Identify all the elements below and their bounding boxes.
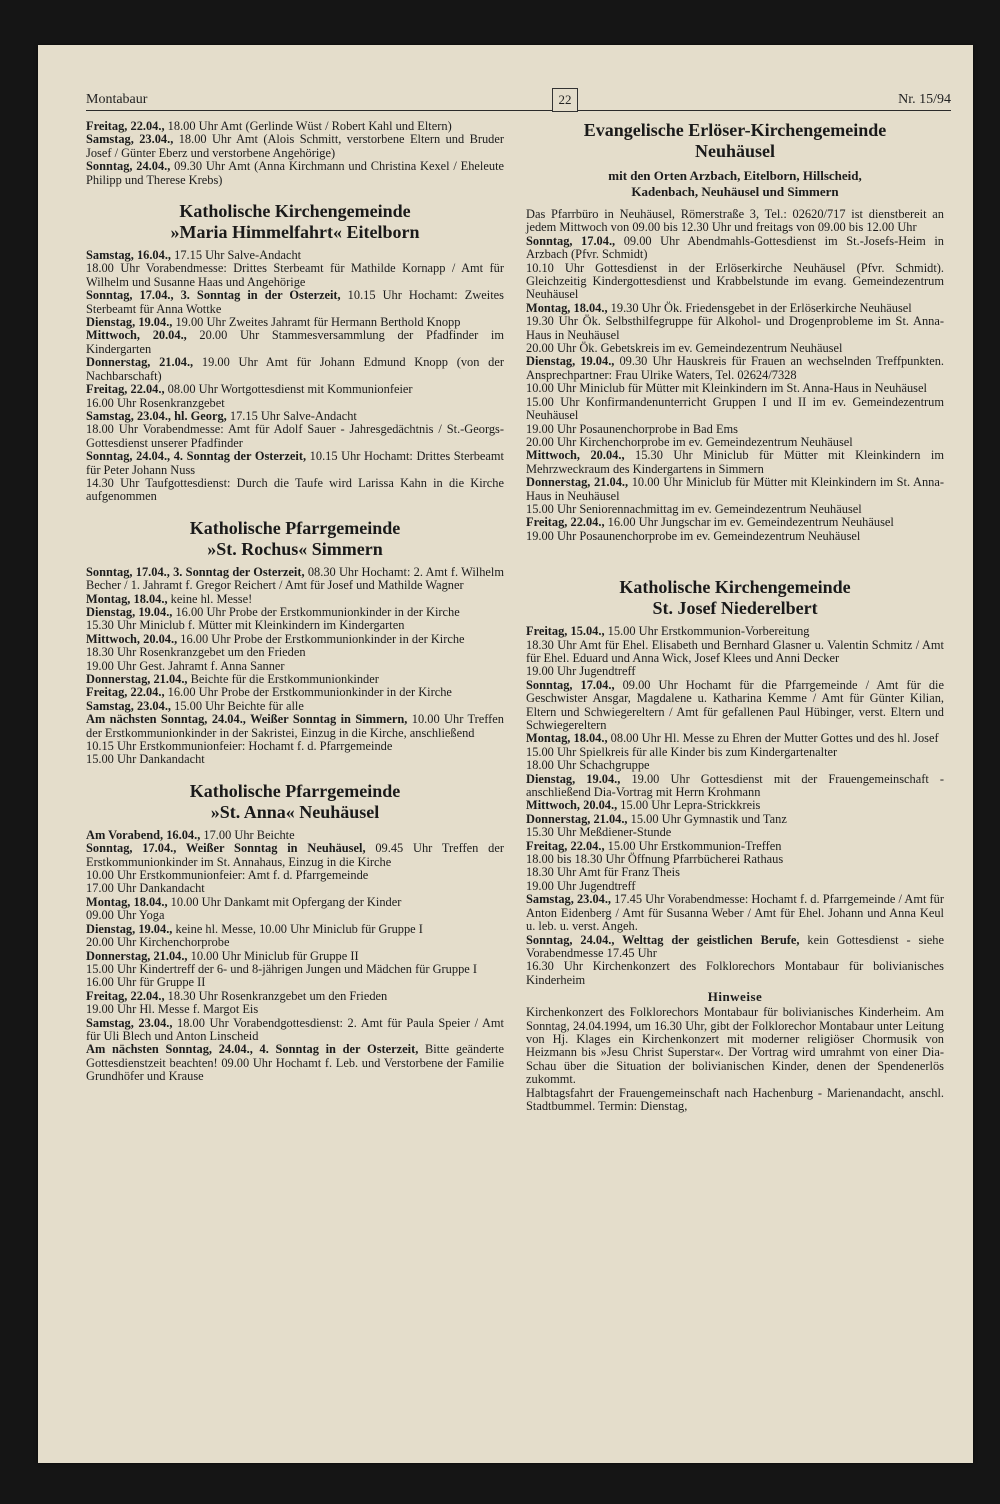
spacer (526, 543, 944, 563)
schedule-entry (526, 355, 944, 382)
schedule-entry (86, 1017, 504, 1044)
entry-text: 18.00 Uhr Vorabendmesse: Drittes Sterbeamt für Mathilde Kornapp / Amt für Wilhelm und Susanne Haas und Angehörige (86, 261, 504, 289)
schedule-entry (526, 530, 944, 543)
entry-day: Samstag, 16.04., (86, 248, 172, 263)
schedule-entry (86, 593, 504, 606)
schedule-entry (526, 436, 944, 449)
schedule-entry (526, 503, 944, 516)
schedule-entry (86, 936, 504, 949)
schedule-entry (86, 262, 504, 289)
schedule-entry (526, 449, 944, 476)
schedule-entry (526, 840, 944, 853)
entry-day: Am nächsten Sonntag, 24.04., 4. Sonntag in der Osterzeit, (86, 1042, 419, 1057)
schedule-entry (86, 450, 504, 477)
entry-text: 20.00 Uhr Ök. Gebetskreis im ev. Gemeindezentrum Neuhäusel (526, 341, 843, 356)
schedule-entry (526, 302, 944, 315)
hinweise-heading: Hinweise (707, 989, 763, 1005)
schedule-entry (86, 249, 504, 262)
entry-text: 18.30 Uhr Amt für Ehel. Elisabeth und Bernhard Glasner u. Valentin Schmitz / Amt für Ehel. Eduard und Anna Wick, Josef Klees und Anni Decker (526, 637, 944, 665)
entry-day: Mittwoch, 20.04., (526, 798, 618, 813)
section-title-eitelborn: Katholische Kirchengemeinde »Maria Himmelfahrt« Eitelborn (170, 201, 420, 243)
entry-text: 15.00 Uhr Gymnastik und Tanz (627, 811, 787, 826)
entry-day: Dienstag, 19.04., (86, 315, 173, 330)
entry-day: Mittwoch, 20.04., (86, 631, 178, 646)
entry-day: Freitag, 22.04., (86, 988, 165, 1003)
schedule-entry (526, 382, 944, 395)
entry-text: 18.30 Uhr Rosenkranzgebet um den Frieden (86, 645, 306, 660)
entry-day: Freitag, 22.04., (526, 838, 605, 853)
entry-text: 09.00 Uhr Abendmahls-Gottesdienst im St.-Josefs-Heim in Arzbach (Pfvr. Schmidt) (526, 233, 944, 262)
schedule-entry (526, 1006, 944, 1086)
header-town: Montabaur (86, 92, 148, 107)
entry-text: keine hl. Messe, 10.00 Uhr Miniclub für Gruppe I (172, 921, 423, 936)
schedule-entry (526, 342, 944, 355)
schedule-entry (526, 746, 944, 759)
entry-text: 09.30 Uhr Amt (Anna Kirchmann und Christina Kexel / Eheleute Philipp und Therese Krebs) (86, 159, 505, 187)
entry-day: Samstag, 23.04., (86, 132, 174, 147)
entry-text: 15.00 Uhr Kindertreff der 6- und 8-jährigen Jungen und Mädchen für Gruppe I (86, 961, 477, 976)
entry-text: 09.45 Uhr Treffen der Erstkommunionkinder im St. Annahaus, Einzug in die Kirche (86, 841, 504, 869)
entry-text: 09.00 Uhr Hochamt für die Pfarrgemeinde / Amt für die Geschwister Ansgar, Magdalene u. Katharina Kemme / Amt für Günter Kilian, Eltern und Schwiegereltern / Amt für gefallenen Paul Hübinger, verst. Eltern und Schwiegereltern (526, 677, 944, 732)
entry-text: 15.00 Uhr Spielkreis für alle Kinder bis zum Kindergartenalter (526, 744, 838, 759)
entry-text: 19.00 Uhr Gest. Jahramt f. Anna Sanner (86, 658, 285, 673)
entry-text: 17.45 Uhr Vorabendmesse: Hochamt f. d. Pfarrgemeinde / Amt für Anton Eidenberg / Amt für Susanna Weber / Amt für Ehel. Johann und Anna Keul u. leb. u. verst. Angeh. (526, 892, 944, 934)
entry-text: 18.30 Uhr Rosenkranzgebet um den Frieden (164, 988, 388, 1003)
entry-text: 19.30 Uhr Ök. Selbsthilfegruppe für Alkohol- und Drogenprobleme im St. Anna-Haus in Neuhäusel (526, 314, 944, 342)
entry-day: Samstag, 23.04., (86, 1015, 173, 1030)
schedule-entry (526, 732, 944, 745)
entry-text: Kirchenkonzert des Folklorechors Montabaur für bolivianisches Kinderheim. Am Sonntag, 24.04.1994, um 16.30 Uhr, gibt der Folklorechor Montabaur unter Leitung von Hj. Klages ein Kirchenkonzert mit moderner religiöser Chormusik von Heizmann bis »Jesu Christ Superstar«. Der Vortrag wird umrahmt von einer Dia-Schau über die Situation der bolivianischen Kinder, denen der Spendenerlös zukommt. (526, 1005, 944, 1087)
entry-text: 08.00 Uhr Wortgottesdienst mit Kommunionfeier (164, 382, 413, 397)
entry-day: Sonntag, 17.04., Weißer Sonntag in Neuhäusel, (86, 841, 366, 856)
schedule-entry (86, 289, 504, 316)
entry-day: Sonntag, 24.04., Welttag der geistlichen Berufe, (526, 932, 800, 947)
schedule-entry (526, 423, 944, 436)
schedule-entry (526, 625, 944, 638)
entry-day: Donnerstag, 21.04., (526, 475, 629, 490)
schedule-entry (86, 686, 504, 699)
section-title-simmern: Katholische Pfarrgemeinde »St. Rochus« Simmern (189, 517, 401, 559)
entry-text: 10.15 Uhr Hochamt: Drittes Sterbeamt für Peter Johann Nuss (86, 449, 504, 477)
entry-text: 08.00 Uhr Hl. Messe zu Ehren der Mutter Gottes und des hl. Josef (607, 731, 939, 746)
entry-text: kein Gottesdienst - siehe Vorabendmesse 17.45 Uhr (526, 932, 944, 960)
entry-text: 19.00 Uhr Posaunenchorprobe im ev. Gemeindezentrum Neuhäusel (526, 528, 861, 543)
entry-day: Dienstag, 19.04., (86, 604, 173, 619)
schedule-entry (526, 813, 944, 826)
section-evangelisch-entries (526, 208, 944, 543)
section-title-evangelisch: Evangelische Erlöser-Kirchengemeinde Neuhäusel (583, 120, 887, 161)
entry-text: 10.10 Uhr Gottesdienst in der Erlöserkirche Neuhäusel (Pfvr. Schmidt). Gleichzeitig Kindergottesdienst und Krabbelstunde im evang. Gemeindezentrum Neuhäusel (526, 260, 944, 302)
entry-text: 15.00 Uhr Erstkommunion-Treffen (604, 838, 782, 853)
entry-day: Sonntag, 17.04., 3. Sonntag der Osterzeit, (86, 564, 305, 579)
entry-text: 09.30 Uhr Hauskreis für Frauen an wechselnden Treffpunkten. Ansprechpartner: Frau Ulrike Waters, Tel. 02624/7328 (526, 354, 944, 382)
entry-text: 16.00 Uhr Probe der Erstkommunionkinder in der Kirche (164, 685, 452, 700)
entry-day: Donnerstag, 21.04., (526, 811, 628, 826)
schedule-entry (86, 713, 504, 740)
entry-text: 15.00 Uhr Erstkommunion-Vorbereitung (604, 624, 810, 639)
entry-day: Donnerstag, 21.04., (86, 672, 188, 686)
schedule-entry (86, 329, 504, 356)
schedule-entry (86, 909, 504, 922)
schedule-entry (526, 476, 944, 503)
schedule-entry (86, 356, 504, 383)
entry-text: 19.00 Uhr Posaunenchorprobe in Bad Ems (526, 421, 738, 436)
schedule-entry (86, 963, 504, 976)
entry-day: Am Vorabend, 16.04., (86, 827, 201, 842)
entry-day: Freitag, 22.04., (86, 119, 165, 133)
schedule-entry (526, 208, 944, 235)
section-niederelbert-entries (526, 625, 944, 987)
entry-day: Dienstag, 19.04., (526, 771, 621, 786)
schedule-entry (526, 960, 944, 987)
entry-day: Montag, 18.04., (526, 300, 608, 315)
entry-text: 10.15 Uhr Erstkommunionfeier: Hochamt f. d. Pfarrgemeinde (86, 739, 393, 754)
entry-text: 10.00 Uhr Erstkommunionfeier: Amt f. d. Pfarrgemeinde (86, 868, 369, 883)
entry-text: 18.30 Uhr Amt für Franz Theis (526, 865, 680, 880)
entry-text: 09.00 Uhr Yoga (86, 908, 165, 923)
left-column (86, 120, 504, 1084)
entry-day: Sonntag, 17.04., 3. Sonntag in der Osterzeit, (86, 288, 341, 303)
schedule-entry (86, 619, 504, 632)
schedule-entry (526, 773, 944, 800)
entry-text: keine hl. Messe! (167, 591, 253, 606)
entry-day: Donnerstag, 21.04., (86, 948, 188, 963)
entry-text: 19.00 Uhr Jugendtreff (526, 878, 636, 893)
schedule-entry (86, 1003, 504, 1016)
schedule-entry (86, 566, 504, 593)
entry-text: 18.00 Uhr Vorabendmesse: Amt für Adolf Sauer - Jahresgedächtnis / St.-Georgs-Gottesdienst unserer Pfadfinder (86, 422, 504, 450)
entry-day: Montag, 18.04., (86, 894, 168, 909)
section-title-niederelbert: Katholische Kirchengemeinde St. Josef Niederelbert (619, 577, 851, 619)
schedule-entry (86, 410, 504, 423)
schedule-entry (526, 679, 944, 733)
schedule-entry (86, 423, 504, 450)
schedule-entry (526, 826, 944, 839)
entry-day: Montag, 18.04., (526, 731, 608, 746)
schedule-entry (86, 753, 504, 766)
entry-text: 19.00 Uhr Hl. Messe f. Margot Eis (86, 1002, 259, 1017)
entry-text: 19.00 Uhr Zweites Jahramt für Hermann Berthold Knopp (172, 315, 461, 330)
entry-text: 16.30 Uhr Kirchenkonzert des Folklorechors Montabaur für bolivianisches Kinderheim (526, 959, 944, 987)
entry-day: Sonntag, 24.04., 4. Sonntag der Osterzeit, (86, 449, 307, 464)
section-simmern-entries (86, 566, 504, 767)
schedule-entry (526, 759, 944, 772)
entry-text: 16.00 Uhr Probe der Erstkommunionkinder in der Kirche (177, 631, 465, 646)
entry-day: Sonntag, 17.04., (526, 677, 615, 692)
schedule-entry (86, 869, 504, 882)
schedule-entry (526, 866, 944, 879)
schedule-entry (86, 740, 504, 753)
schedule-entry (526, 934, 944, 961)
newspaper-page (38, 45, 973, 1463)
hinweise-entries (526, 1006, 944, 1113)
schedule-entry (86, 397, 504, 410)
entry-text: 16.00 Uhr Jungschar im ev. Gemeindezentrum Neuhäusel (604, 515, 894, 530)
schedule-entry (86, 646, 504, 659)
entry-text: 10.15 Uhr Hochamt: Zweites Sterbeamt für Anna Wottke (86, 288, 504, 316)
entry-text: 20.00 Uhr Kirchenchorprobe (86, 935, 230, 950)
entry-day: Mittwoch, 20.04., (526, 448, 625, 463)
entry-day: Montag, 18.04., (86, 591, 168, 606)
entry-text: 14.30 Uhr Taufgottesdienst: Durch die Taufe wird Larissa Kahn in die Kirche aufgenommen (86, 475, 504, 504)
schedule-entry (86, 950, 504, 963)
entry-text: Halbtagsfahrt der Frauengemeinschaft nach Hachenburg - Marienandacht, anschl. Stadtbummel. Termin: Dienstag, (526, 1085, 944, 1113)
schedule-entry (526, 516, 944, 529)
schedule-entry (86, 882, 504, 895)
schedule-entry (526, 639, 944, 666)
schedule-entry (86, 660, 504, 673)
schedule-entry (86, 673, 504, 686)
schedule-entry (86, 316, 504, 329)
entry-text: 17.00 Uhr Dankandacht (86, 881, 205, 896)
schedule-entry (526, 262, 944, 302)
entry-day: Am nächsten Sonntag, 24.04., Weißer Sonntag in Simmern, (86, 712, 408, 727)
entry-day: Freitag, 22.04., (86, 382, 165, 397)
entry-text: 16.00 Uhr Rosenkranzgebet (86, 395, 225, 410)
schedule-entry (86, 700, 504, 713)
entry-day: Dienstag, 19.04., (86, 921, 173, 936)
schedule-entry (86, 133, 504, 160)
entry-text: 10.00 Uhr Miniclub für Mütter mit Kleinkindern im St. Anna-Haus in Neuhäusel (526, 475, 944, 503)
entry-text: Beichte für die Erstkommunionkinder (187, 672, 379, 686)
entry-day: Dienstag, 19.04., (526, 354, 615, 369)
page-number: 22 (552, 88, 578, 112)
entry-day: Samstag, 23.04., hl. Georg, (86, 408, 227, 423)
schedule-entry (86, 829, 504, 842)
entry-day: Samstag, 23.04., (526, 892, 612, 907)
entry-text: 15.30 Uhr Miniclub f. Mütter mit Kleinkindern im Kindergarten (86, 618, 405, 633)
entry-text: 19.00 Uhr Jugendtreff (526, 664, 636, 679)
schedule-entry (526, 853, 944, 866)
schedule-entry (526, 315, 944, 342)
schedule-entry (86, 120, 504, 133)
section-subtitle-orte: mit den Orten Arzbach, Eitelborn, Hillscheid, Kadenbach, Neuhäusel und Simmern (608, 168, 862, 199)
schedule-entry (526, 1087, 944, 1114)
schedule-entry (86, 1043, 504, 1083)
entry-text: 15.30 Uhr Miniclub für Mütter mit Kleinkindern im Mehrzweckraum des Kindergartens in Simmern (526, 448, 944, 476)
entry-day: Donnerstag, 21.04., (86, 355, 194, 370)
schedule-entry (86, 160, 504, 187)
entry-text: 08.30 Uhr Hochamt: 2. Amt f. Wilhelm Becher / 1. Jahramt f. Gregor Reichert / Amt für Josef und Mathilde Wagner (86, 564, 504, 593)
section-top-continuation (86, 120, 504, 187)
entry-day: Mittwoch, 20.04., (86, 328, 187, 343)
entry-text: 19.00 Uhr Gottesdienst mit der Frauengemeinschaft - anschließend Dia-Vortrag mit Herrn Krohmann (526, 771, 945, 800)
entry-text: 16.00 Uhr Probe der Erstkommunionkinder in der Kirche (172, 604, 460, 619)
schedule-entry (86, 976, 504, 989)
entry-text: 10.00 Uhr Miniclub für Mütter mit Kleinkindern im St. Anna-Haus in Neuhäusel (526, 381, 927, 396)
entry-text: 15.00 Uhr Konfirmandenunterricht Gruppen I und II im ev. Gemeindezentrum Neuhäusel (526, 394, 944, 423)
schedule-entry (86, 606, 504, 619)
schedule-entry (526, 893, 944, 933)
entry-text: 15.00 Uhr Dankandacht (86, 752, 205, 767)
entry-text: 19.30 Uhr Ök. Friedensgebet in der Erlöserkirche Neuhäusel (607, 300, 912, 315)
entry-text: 15.30 Uhr Meßdiener-Stunde (526, 825, 672, 840)
section-title-neuhaeusel-anna: Katholische Pfarrgemeinde »St. Anna« Neuhäusel (189, 780, 401, 822)
entry-text: 15.00 Uhr Lepra-Strickkreis (617, 798, 761, 813)
entry-text: 10.00 Uhr Treffen der Erstkommunionkinder in der Sakristei, Einzug in die Kirche, anschließend (86, 712, 504, 740)
schedule-entry (86, 896, 504, 909)
entry-day: Samstag, 23.04., (86, 698, 172, 713)
entry-text: 10.00 Uhr Miniclub für Gruppe II (187, 948, 359, 963)
right-column (526, 120, 944, 1113)
entry-text: 15.00 Uhr Seniorennachmittag im ev. Gemeindezentrum Neuhäusel (526, 501, 862, 516)
schedule-entry (86, 633, 504, 646)
entry-day: Freitag, 22.04., (526, 515, 605, 530)
entry-text: 18.00 Uhr Vorabendgottesdienst: 2. Amt für Paula Speier / Amt für Uli Blech und Anton Linscheid (86, 1015, 504, 1043)
entry-day: Freitag, 15.04., (526, 624, 605, 639)
entry-text: Das Pfarrbüro in Neuhäusel, Römerstraße 3, Tel.: 02620/717 ist dienstbereit an jedem Mittwoch von 09.00 bis 12.30 Uhr und freitags von 09.00 bis 12.00 Uhr (526, 207, 944, 235)
entry-text: 17.15 Uhr Salve-Andacht (226, 408, 357, 423)
section-neuhaeusel-anna-entries (86, 829, 504, 1084)
schedule-entry (86, 923, 504, 936)
entry-text: 20.00 Uhr Kirchenchorprobe im ev. Gemeindezentrum Neuhäusel (526, 434, 853, 449)
entry-text: 17.15 Uhr Salve-Andacht (171, 248, 302, 263)
page-header (86, 88, 951, 111)
schedule-entry (526, 880, 944, 893)
schedule-entry (526, 799, 944, 812)
entry-day: Sonntag, 24.04., (86, 159, 171, 174)
entry-text: 18.00 Uhr Schachgruppe (526, 758, 650, 773)
entry-text: 15.00 Uhr Beichte für alle (171, 698, 304, 713)
schedule-entry (526, 665, 944, 678)
entry-text: Bitte geänderte Gottesdienstzeit beachten! 09.00 Uhr Hochamt f. Leb. und Verstorbene der Familie Grundhöfer und Krause (86, 1042, 504, 1084)
issue-number: Nr. 15/94 (898, 92, 951, 107)
entry-text: 10.00 Uhr Dankamt mit Opfergang der Kinder (167, 894, 402, 909)
entry-text: 16.00 Uhr für Gruppe II (86, 975, 206, 990)
schedule-entry (86, 383, 504, 396)
schedule-entry (526, 235, 944, 262)
entry-text: 20.00 Uhr Stammesversammlung der Pfadfinder im Kindergarten (86, 328, 504, 356)
entry-day: Freitag, 22.04., (86, 685, 165, 700)
entry-text: 19.00 Uhr Amt für Johann Edmund Knopp (von der Nachbarschaft) (86, 355, 504, 383)
section-eitelborn-entries (86, 249, 504, 504)
entry-day: Sonntag, 17.04., (526, 233, 616, 248)
entry-text: 18.00 Uhr Amt (Alois Schmitt, verstorbene Eltern und Bruder Josef / Günter Eberz und verstorbene Angehörige) (86, 132, 504, 160)
schedule-entry (86, 842, 504, 869)
schedule-entry (86, 477, 504, 504)
schedule-entry (86, 990, 504, 1003)
entry-text: 17.00 Uhr Beichte (200, 827, 295, 842)
schedule-entry (526, 396, 944, 423)
entry-text: 18.00 bis 18.30 Uhr Öffnung Pfarrbücherei Rathaus (526, 852, 784, 867)
entry-text: 18.00 Uhr Amt (Gerlinde Wüst / Robert Kahl und Eltern) (164, 119, 452, 133)
